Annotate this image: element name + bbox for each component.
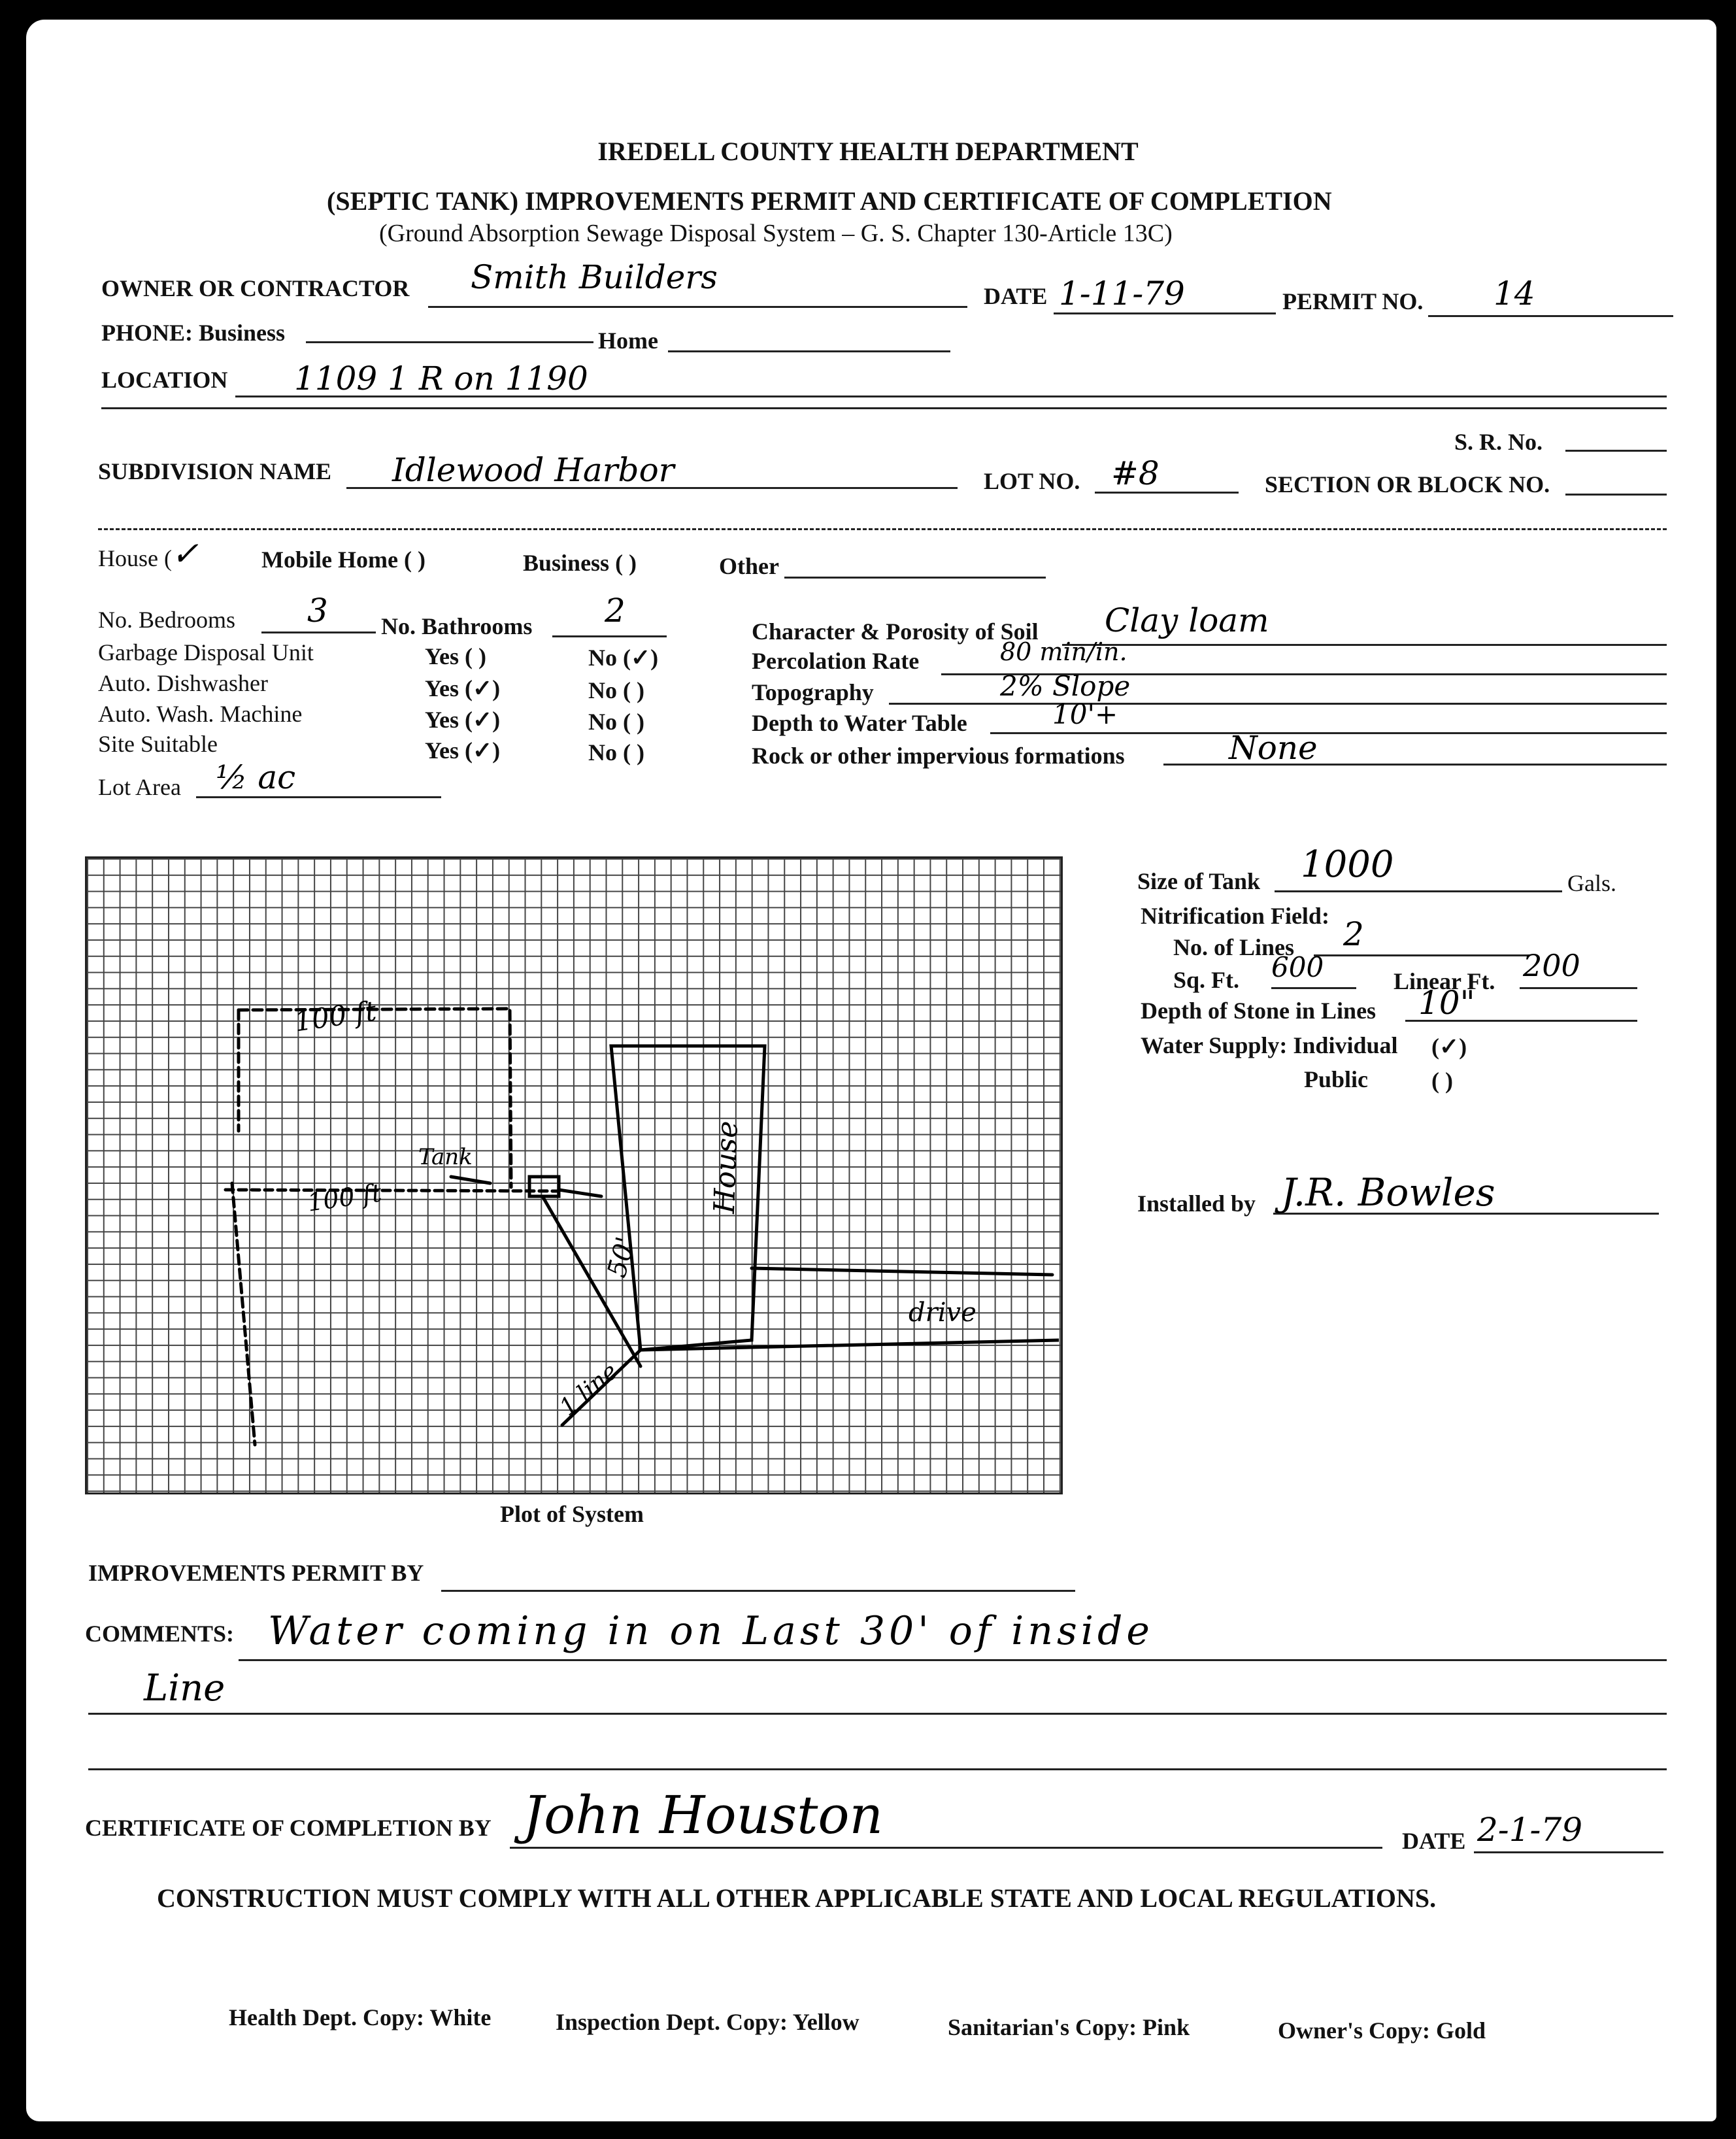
form-title: (SEPTIC TANK) IMPROVEMENTS PERMIT AND CERTIFICATE OF COMPLETION [327,186,1332,216]
lines-label: No. of Lines [1173,934,1295,960]
phone-business-label: PHONE: Business [101,320,286,346]
checklist-dishwasher-no[interactable]: No ( ) [588,677,644,703]
house-label: House ( [98,545,172,571]
other-field[interactable] [784,577,1046,579]
improvements-field[interactable] [441,1590,1075,1592]
certificate-date-label: DATE [1402,1828,1466,1854]
stone-value: 10" [1418,984,1475,1022]
rock-label: Rock or other impervious formations [752,743,1125,769]
lines-field[interactable] [1314,954,1529,956]
owner-value: Smith Builders [471,258,718,296]
water-supply-public[interactable]: ( ) [1431,1068,1453,1094]
checklist-site-label: Site Suitable [98,731,218,757]
lot-area-label: Lot Area [98,774,181,800]
checklist-garbage-no[interactable]: No (✓) [588,645,659,671]
section-divider [98,528,1667,530]
copy-health-dept: Health Dept. Copy: White [229,2004,492,2030]
copy-owner: Owner's Copy: Gold [1278,2017,1486,2044]
plot-label-100ft-top: 100 ft [292,994,378,1038]
drive-line [542,1196,641,1366]
certificate-field[interactable] [510,1847,1382,1849]
water-supply-individual[interactable]: (✓) [1431,1034,1467,1060]
distance-mark [451,1177,490,1183]
phone-home-field[interactable] [668,350,950,352]
comments-label: COMMENTS: [85,1621,234,1647]
bedrooms-label: No. Bedrooms [98,607,235,633]
checklist-washer-no[interactable]: No ( ) [588,709,644,735]
other-label: Other [719,553,779,579]
nitrification-label: Nitrification Field: [1141,903,1329,929]
installed-label: Installed by [1137,1190,1256,1217]
permit-value: 14 [1494,275,1535,312]
tank-label: Size of Tank [1137,868,1261,894]
date-value: 1-11-79 [1059,275,1185,312]
checklist-garbage-label: Garbage Disposal Unit [98,639,314,665]
sqft-field[interactable] [1271,987,1356,989]
soil-label: Character & Porosity of Soil [752,618,1039,645]
certificate-signature: John Houston [523,1785,884,1845]
rock-value: None [1229,729,1318,767]
plot-label-50ft: 50' [601,1234,642,1281]
water-supply-public-label: Public [1304,1066,1369,1092]
topography-field[interactable] [889,703,1667,705]
checklist-site-no[interactable]: No ( ) [588,739,644,766]
tank-value: 1000 [1301,843,1394,886]
percolation-value: 80 min/in. [1000,637,1127,666]
plot-label-100ft-bottom: 100 ft [305,1178,384,1217]
stone-label: Depth of Stone in Lines [1141,998,1377,1024]
pipe-to-tank [559,1190,601,1196]
tank-field[interactable] [1275,890,1562,892]
plot-caption: Plot of System [500,1501,644,1527]
percolation-label: Percolation Rate [752,648,920,674]
plot-label-drive: drive [909,1298,976,1328]
bedrooms-field[interactable] [261,632,376,633]
checklist-garbage-yes[interactable]: Yes ( ) [425,643,486,669]
water-table-field[interactable] [990,732,1667,734]
checklist-dishwasher-yes[interactable]: Yes (✓) [425,675,501,701]
lot-value: #8 [1111,454,1160,492]
comments-field-3[interactable] [88,1768,1667,1770]
water-table-value: 10'+ [1052,698,1118,730]
comments-line-2: Line [144,1667,225,1710]
regulations-notice: CONSTRUCTION MUST COMPLY WITH ALL OTHER APPLICABLE STATE AND LOCAL REGULATIONS. [157,1883,1437,1913]
lot-label: LOT NO. [984,468,1080,494]
section-field[interactable] [1565,494,1667,496]
comments-field-2[interactable] [88,1713,1667,1715]
comments-field-1[interactable] [239,1659,1667,1661]
form-subtitle: (Ground Absorption Sewage Disposal System – G. S. Chapter 130-Article 13C) [379,220,1173,247]
lines-value: 2 [1343,915,1364,953]
drainfield-line [225,1190,559,1191]
sr-label: S. R. No. [1454,429,1543,455]
section-label: SECTION OR BLOCK NO. [1265,471,1550,497]
road-top [752,1268,1052,1275]
sqft-label: Sq. Ft. [1173,967,1240,993]
sr-field[interactable] [1565,450,1667,452]
department-title: IREDELL COUNTY HEALTH DEPARTMENT [597,137,1139,166]
location-line-2 [101,407,1667,409]
comments-line-1: Water coming in on Last 30' of inside [268,1608,1154,1654]
copy-inspection-dept: Inspection Dept. Copy: Yellow [556,2009,860,2035]
plot-label-tank: Tank [418,1144,473,1170]
mobile-home-label[interactable]: Mobile Home ( ) [261,547,426,573]
bathrooms-field[interactable] [552,635,667,637]
checklist-site-yes[interactable]: Yes (✓) [425,737,501,764]
soil-field[interactable] [1062,644,1667,646]
topography-value: 2% Slope [1000,670,1131,702]
permit-field[interactable] [1428,315,1673,317]
linear-label: Linear Ft. [1394,968,1495,994]
drainfield-dashed-left [232,1183,255,1445]
copy-sanitarian: Sanitarian's Copy: Pink [948,2014,1190,2040]
certificate-date-field[interactable] [1474,1851,1663,1853]
linear-value: 200 [1523,948,1580,983]
house-check[interactable]: ✓ [171,535,199,573]
installed-value: J.R. Bowles [1281,1170,1495,1215]
permit-label: PERMIT NO. [1282,288,1424,314]
business-type-label[interactable]: Business ( ) [523,550,637,576]
soil-value: Clay loam [1105,601,1269,639]
subdivision-label: SUBDIVISION NAME [98,458,332,484]
lot-area-value: ½ ac [216,758,296,796]
plot-label-house: House [707,1120,744,1215]
subdivision-value: Idlewood Harbor [392,451,675,489]
owner-label: OWNER OR CONTRACTOR [101,275,410,301]
tank-symbol [529,1177,559,1196]
certificate-date-value: 2-1-79 [1477,1811,1583,1849]
improvements-label: IMPROVEMENTS PERMIT BY [88,1560,424,1586]
date-field[interactable] [1054,312,1276,314]
bedrooms-value: 3 [307,592,328,630]
water-table-label: Depth to Water Table [752,710,967,736]
location-value: 1109 1 R on 1190 [294,360,588,397]
topography-label: Topography [752,679,874,705]
date-label: DATE [984,283,1048,309]
checklist-washer-yes[interactable]: Yes (✓) [425,707,501,733]
phone-business-field[interactable] [306,341,593,343]
linear-field[interactable] [1520,987,1637,989]
lot-area-field[interactable] [196,796,441,798]
plot-label-line: 1 line [554,1358,624,1421]
certificate-label: CERTIFICATE OF COMPLETION BY [85,1815,492,1841]
checklist-washer-label: Auto. Wash. Machine [98,701,303,727]
checklist-dishwasher-label: Auto. Dishwasher [98,670,268,696]
sqft-value: 600 [1271,951,1324,983]
tank-unit: Gals. [1567,870,1616,896]
bathrooms-label: No. Bathrooms [381,613,533,639]
owner-field[interactable] [428,306,967,308]
phone-home-label: Home [598,328,658,354]
bathrooms-value: 2 [605,592,626,630]
location-label: LOCATION [101,367,228,393]
water-supply-label: Water Supply: Individual [1141,1032,1398,1058]
